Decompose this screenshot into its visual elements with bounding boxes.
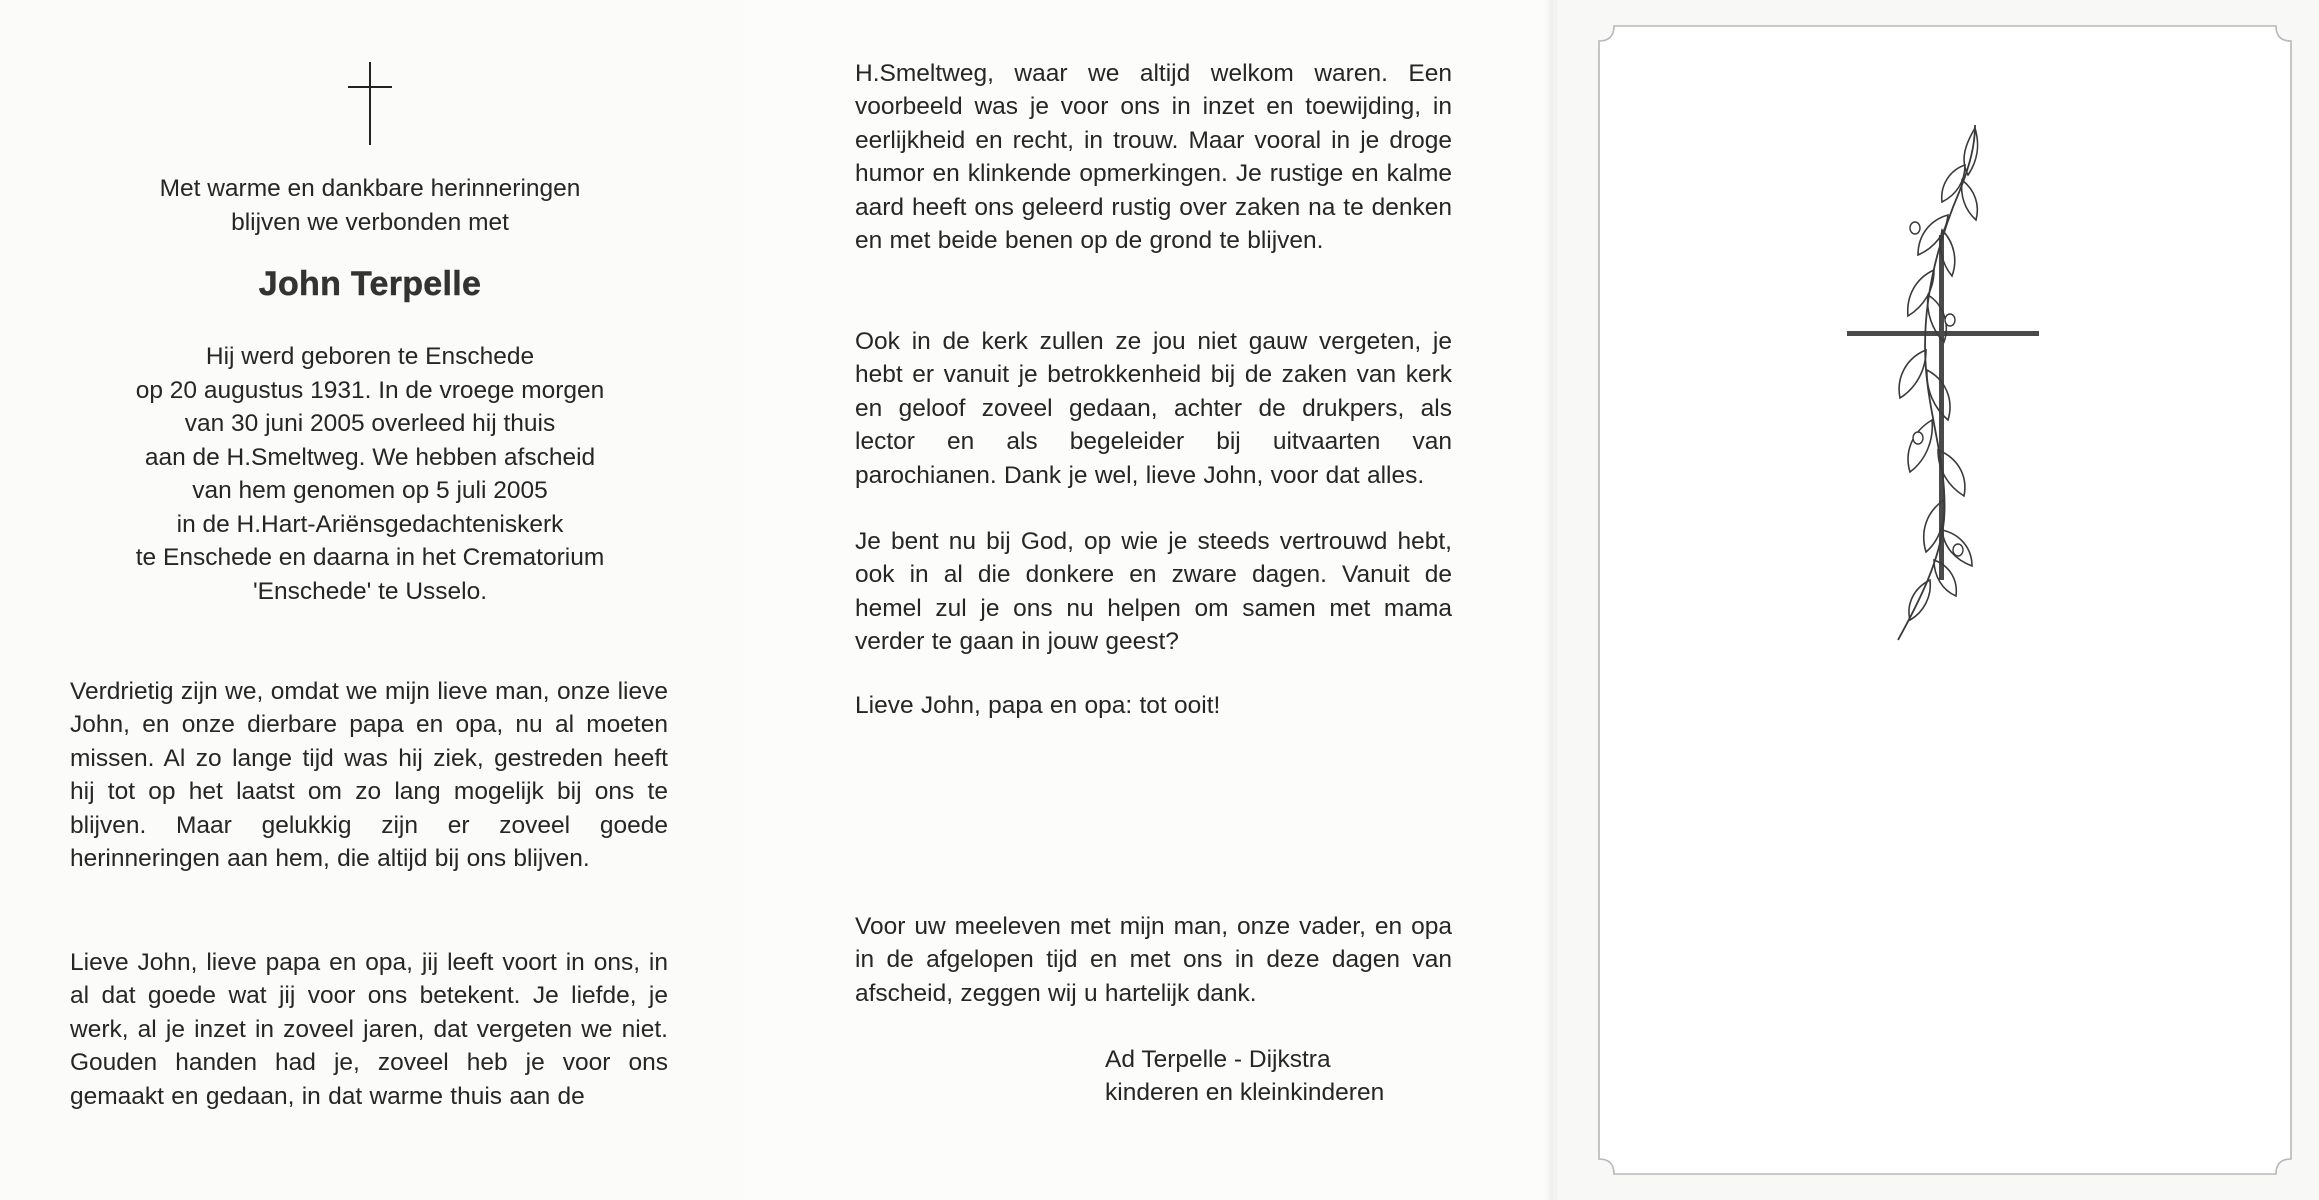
signature	[1105, 1043, 1384, 1110]
thanks-paragraph: Voor uw meeleven met mijn man, onze vader, en opa in de afgelopen tijd en met ons in deze dagen van afscheid, zeggen wij u hartelijk dank.	[855, 913, 1452, 1007]
intro-line: Met warme en dankbare herinneringen	[159, 175, 581, 202]
memorial-paragraph: Lieve John, lieve papa en opa, jij leeft voort in ons, in al dat goede wat jij voor ons betekent. Je liefde, je werk, al je inzet in zoveel jaren, dat vergeten we niet. Gouden handen had je, zoveel heb je voor ons gemaakt en gedaan, in dat warme thuis aan de	[70, 949, 668, 1110]
biography	[60, 340, 680, 608]
memorial-paragraph: Je bent nu bij God, op wie je steeds vertrouwd hebt, ook in al die donkere en zware dagen. Vanuit de hemel zul je ons nu helpen om samen met mama verder te gaan in jouw geest?	[855, 528, 1452, 656]
bio-line: te Enschede en daarna in het Crematorium	[135, 544, 605, 571]
deceased-name: John Terpelle	[258, 265, 482, 303]
memorial-paragraph: H.Smeltweg, waar we altijd welkom waren. Een voorbeeld was je voor ons in inzet en toewijding, in eerlijkheid en recht, in trouw. Maar vooral in je droge humor en klinkende opmerkingen. Je rustige en kalme aard heeft ons geleerd rustig over zaken na te denken en met beide benen op de grond te blijven.	[855, 60, 1452, 255]
signature-line: kinderen en kleinkinderen	[1105, 1079, 1385, 1107]
bio-line: op 20 augustus 1931. In de vroege morgen	[135, 376, 605, 404]
cross-with-olive-branch-icon	[1830, 120, 2060, 660]
bio-line: aan de H.Smeltweg. We hebben afscheid	[144, 443, 596, 471]
intro-text	[60, 172, 680, 239]
bio-line: van 30 juni 2005 overleed hij thuis	[184, 410, 556, 437]
page-fold	[1545, 0, 1559, 1200]
bio-line: Hij werd geboren te Enschede	[205, 343, 535, 370]
intro-line: blijven we verbonden met	[231, 208, 509, 236]
memorial-paragraph: Verdrietig zijn we, omdat we mijn lieve man, onze lieve John, en onze dierbare papa en opa, nu al moeten missen. Al zo lange tijd was hij ziek, gestreden heeft hij tot op het laatst om zo lang mogelijk bij ons te blijven. Maar gelukkig zijn er zoveel goede herinneringen aan hem, die altijd bij ons blijven.	[70, 678, 668, 873]
bio-line: 'Enschede' te Usselo.	[252, 577, 488, 605]
bio-line: in de H.Hart-Ariënsgedachteniskerk	[176, 510, 564, 538]
bio-line: van hem genomen op 5 juli 2005	[192, 477, 548, 504]
signature-line: Ad Terpelle - Dijkstra	[1105, 1046, 1331, 1073]
memorial-paragraph: Ook in de kerk zullen ze jou niet gauw vergeten, je hebt er vanuit je betrokkenheid bij de zaken van kerk en geloof zoveel gedaan, achter de drukpers, als lector en als begeleider bij uitvaarten van parochianen. Dank je wel, lieve John, voor dat alles.	[855, 328, 1452, 489]
cross-icon	[369, 62, 371, 145]
closing-line: Lieve John, papa en opa: tot ooit!	[855, 692, 1221, 719]
